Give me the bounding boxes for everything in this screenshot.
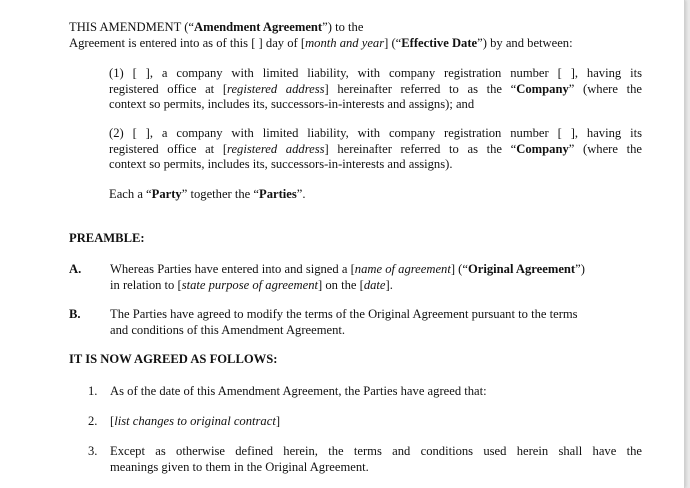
clause-2-number: 2. (88, 414, 98, 428)
intro-paragraph (69, 20, 629, 51)
preamble-a-text (110, 262, 620, 293)
party-1-line-3: context so permits, includes its, successors-in-interests and assigns); and (109, 97, 475, 111)
preamble-b-line-2: and conditions of this Amendment Agreement. (110, 322, 346, 337)
party-2-paragraph (109, 126, 642, 173)
preamble-a-line-1: Whereas Parties have entered into and signed a [name of agreement] (“Original Agreement”) (110, 262, 585, 276)
clause-3-line-2: meanings given to them in the Original Agreement. (110, 459, 369, 474)
preamble-b-text (110, 307, 625, 338)
preamble-a-label: A. (69, 262, 82, 276)
intro-line-2: Agreement is entered into as of this [ ] day of [month and year] (“Effective Date”) by and between: (69, 35, 573, 50)
clause-3-number: 3. (88, 444, 98, 458)
preamble-b-label: B. (69, 307, 81, 321)
agreed-heading: IT IS NOW AGREED AS FOLLOWS: (69, 352, 278, 366)
intro-line-1: THIS AMENDMENT (“Amendment Agreement”) to the (69, 20, 364, 34)
party-definition: Each a “Party” together the “Parties”. (109, 187, 306, 201)
party-2-line-2: registered office at [registered address] hereinafter referred to as the “Company” (where the (109, 141, 643, 156)
clause-3-text (110, 444, 642, 475)
clause-1-number: 1. (88, 384, 98, 398)
party-1-paragraph (109, 66, 642, 113)
preamble-heading: PREAMBLE: (69, 231, 145, 245)
party-2-line-3: context so permits, includes its, successors-in-interests and assigns). (109, 157, 453, 171)
party-1-line-2: registered office at [registered address] hereinafter referred to as the “Company” (where the (109, 81, 643, 96)
preamble-a-line-2: in relation to [state purpose of agreement] on the [date]. (110, 277, 393, 292)
clause-2-text: [list changes to original contract] (110, 414, 281, 428)
party-2-line-1: (2) [ ], a company with limited liability, with company registration number [ ], having its (109, 126, 642, 140)
clause-3-line-1: Except as otherwise defined herein, the terms and conditions used herein shall have the (110, 444, 642, 458)
clause-1-text: As of the date of this Amendment Agreement, the Parties have agreed that: (110, 384, 487, 398)
preamble-b-line-1: The Parties have agreed to modify the terms of the Original Agreement pursuant to the terms (110, 307, 578, 321)
party-1-line-1: (1) [ ], a company with limited liability, with company registration number [ ], having its (109, 66, 642, 80)
